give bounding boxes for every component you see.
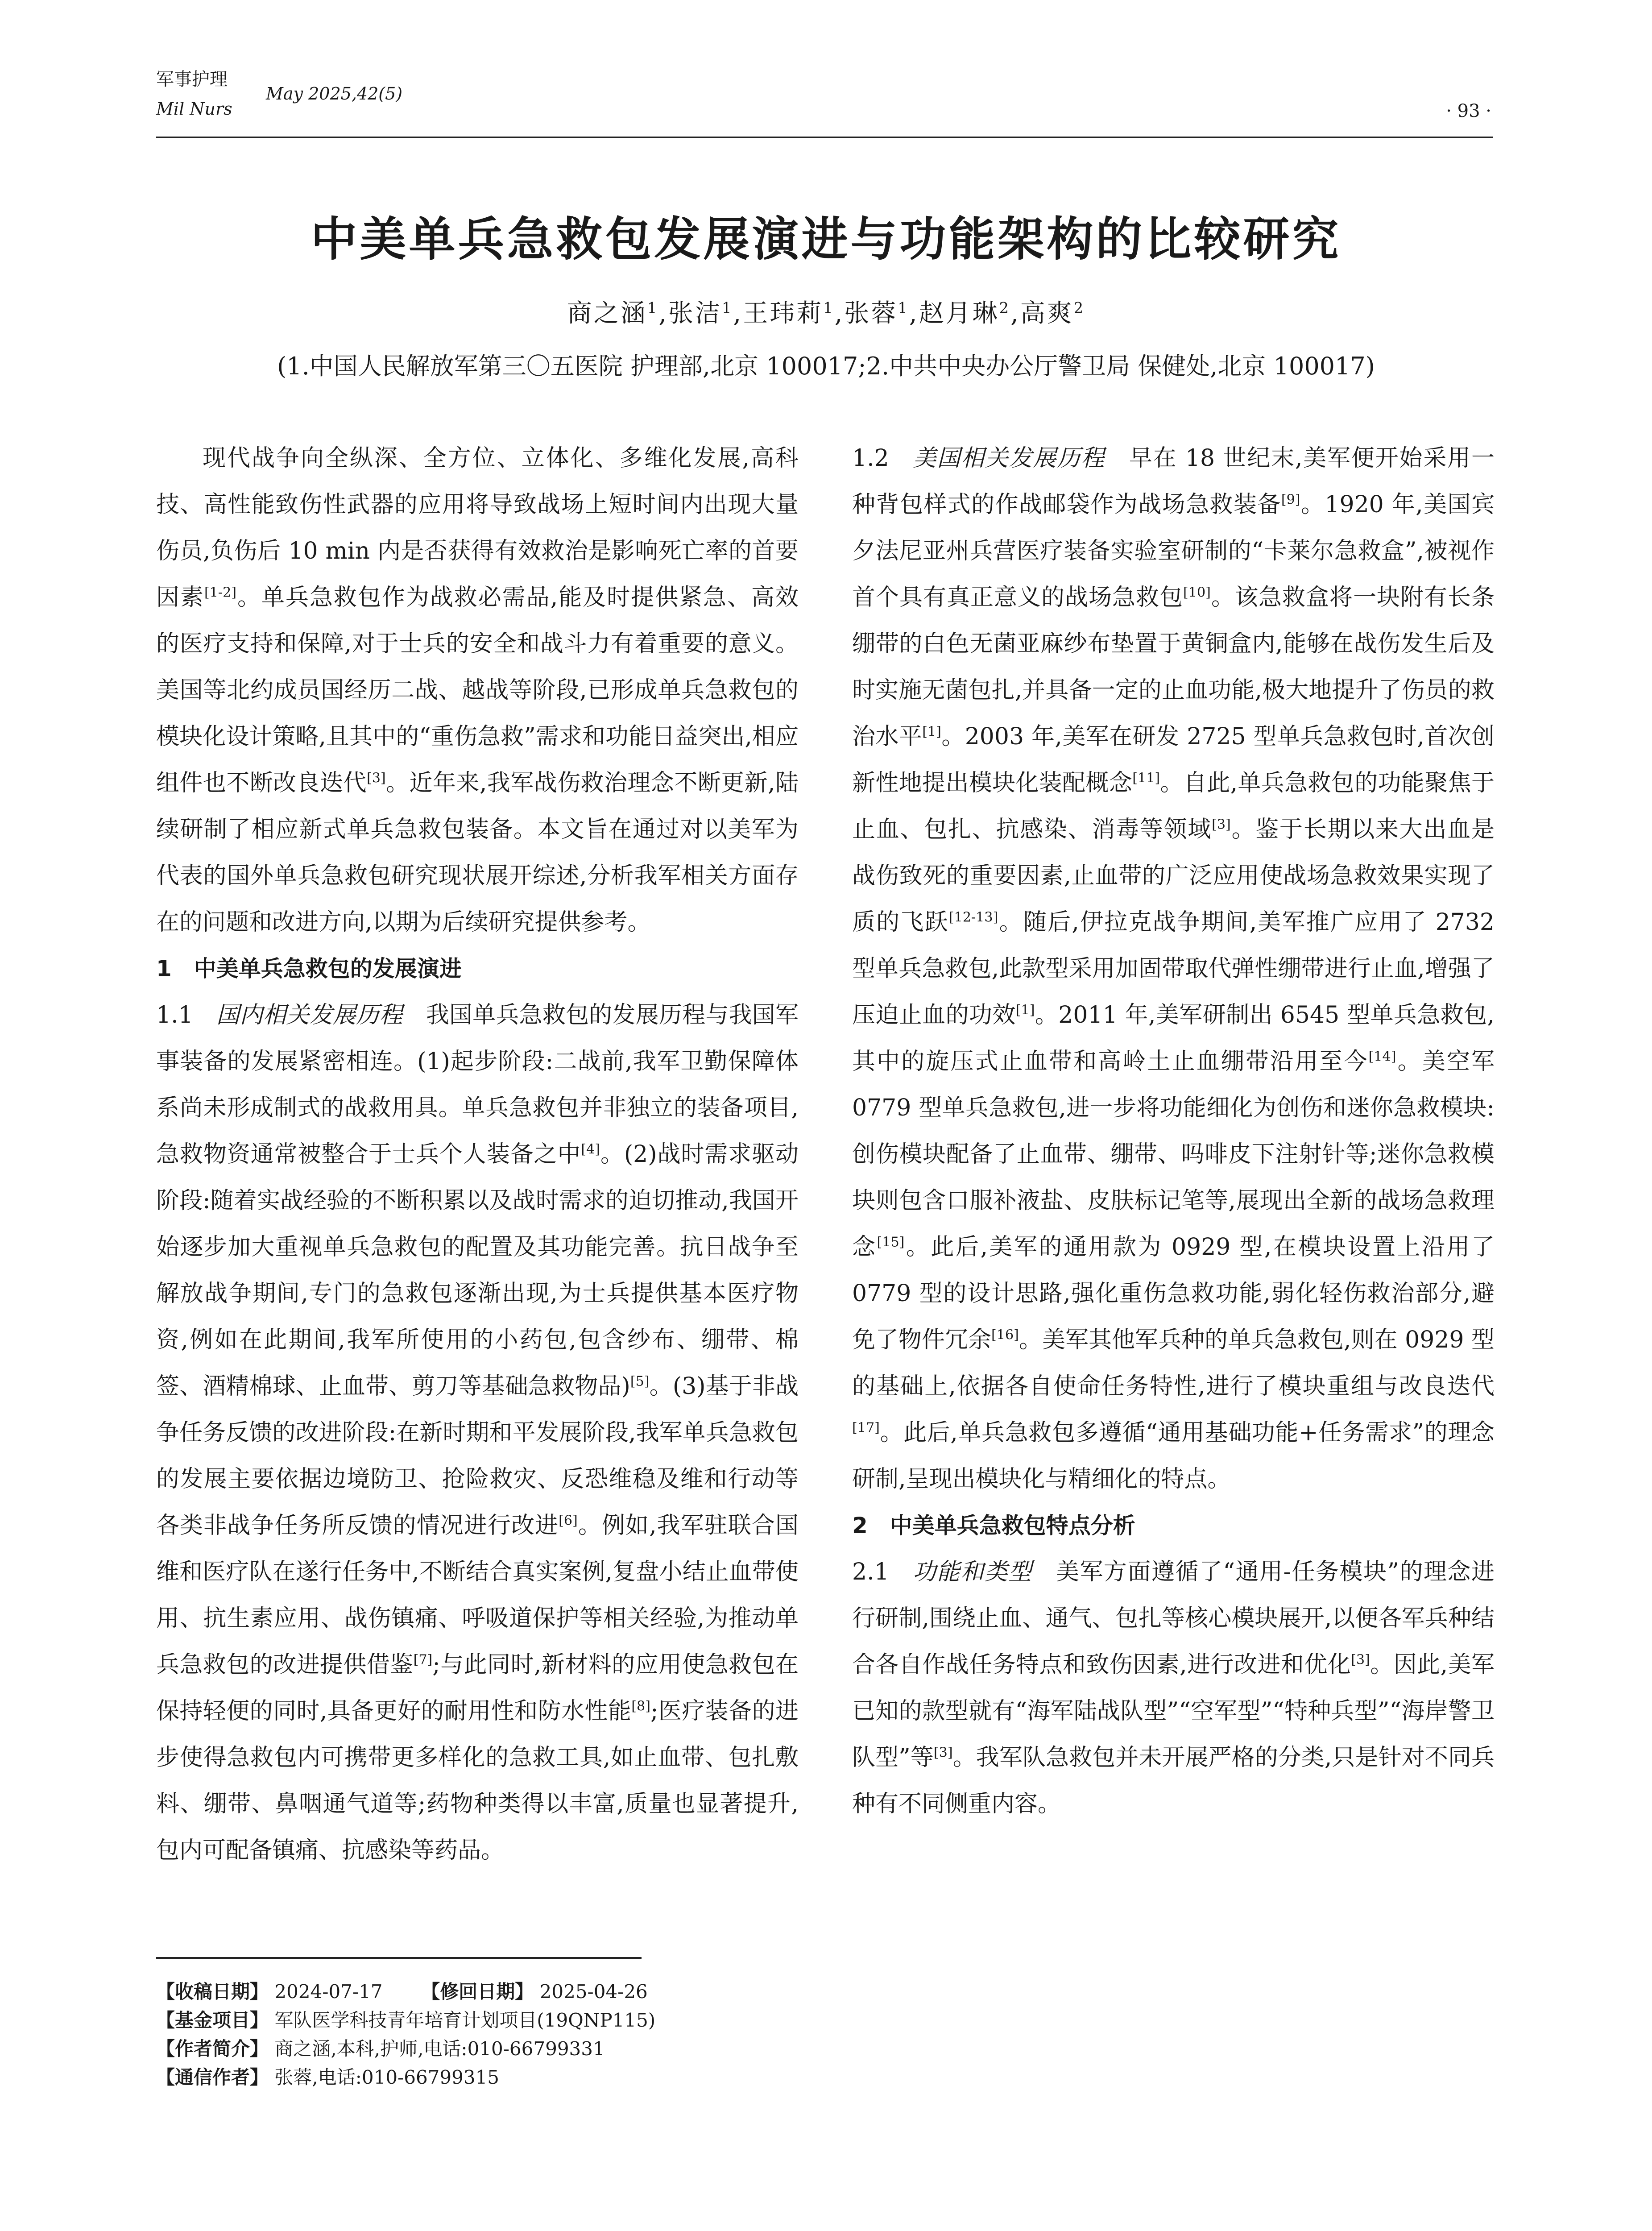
citation: [3]: [366, 770, 386, 786]
text: 现代战争向全纵深、全方位、立体化、多维化发展,高科技、高性能致伤性武器的应用将导致战场上短时间内出现大量伤员,负伤后 10 min 内是否获得有效救治是影响死亡率的首要因素: [156, 445, 799, 611]
citation: [7]: [413, 1652, 433, 1668]
citation: [10]: [1183, 585, 1211, 601]
intro-paragraph: [156, 435, 799, 945]
citation: [11]: [1132, 770, 1160, 786]
text: 。2003 年,美军在研发 2725 型单兵急救包时,首次创新性地提出模块化装配概念: [852, 723, 1495, 796]
footnote-label: 【收稿日期】: [156, 1981, 269, 2003]
text: 。该急救盒将一块附有长条绷带的白色无菌亚麻纱布垫置于黄铜盒内,能够在战伤发生后及时实施无菌包扎,并具备一定的止血功能,极大地提升了伤员的救治水平: [852, 584, 1495, 750]
author-name: 张洁: [668, 299, 722, 328]
footnote-label: 【基金项目】: [156, 2009, 269, 2031]
text: 。1920 年,美国宾夕法尼亚州兵营医疗装备实验室研制的“卡莱尔急救盒”,被视作首个具有真正意义的战场急救包: [852, 491, 1495, 611]
text: 。美军其他军兵种的单兵急救包,则在 0929 型的基础上,依据各自使命任务特性,进行了模块重组与改良迭代: [852, 1327, 1495, 1400]
text: 美军方面遵循了“通用-任务模块”的理念进行研制,围绕止血、通气、包扎等核心模块展开,以便各军兵种结合各自作战任务特点和致伤因素,进行改进和优化: [852, 1559, 1495, 1678]
footnote-author-bio: [156, 2035, 655, 2063]
text: 。自此,单兵急救包的功能聚焦于止血、包扎、抗感染、消毒等领域: [852, 770, 1495, 843]
author-aff: 2: [999, 299, 1010, 317]
citation: [12-13]: [948, 909, 998, 925]
footnote-dates: [156, 1978, 655, 2006]
citation: [3]: [1212, 817, 1231, 833]
text: 。此后,单兵急救包多遵循“通用基础功能+任务需求”的理念研制,呈现出模块化与精细化的特点。: [852, 1419, 1495, 1493]
author-aff: 1: [722, 299, 733, 317]
section-1-2-paragraph: [852, 435, 1495, 1502]
text: ;与此同时,新材料的应用使急救包在保持轻便的同时,具备更好的耐用性和防水性能: [156, 1651, 799, 1725]
footnote-fund: [156, 2006, 655, 2035]
page-number: · 93 ·: [1446, 101, 1491, 121]
author-aff: 1: [898, 299, 909, 317]
header-rule: [156, 137, 1493, 138]
text: 。我军队急救包并未开展严格的分类,只是针对不同兵种有不同侧重内容。: [852, 1744, 1495, 1817]
text: 。因此,美军已知的款型就有“海军陆战队型”“空军型”“特种兵型”“海岸警卫队型”等: [852, 1651, 1495, 1771]
section-heading-1: 1 中美单兵急救包的发展演进: [156, 956, 462, 982]
affiliations: (1.中国人民解放军第三〇五医院 护理部,北京 100017;2.中共中央办公厅警卫局 保健处,北京 100017): [277, 352, 1375, 380]
text: 早在 18 世纪末,美军便开始采用一种背包样式的作战邮袋作为战场急救装备: [852, 445, 1495, 518]
text: 。例如,我军驻联合国维和医疗队在遂行任务中,不断结合真实案例,复盘小结止血带使用、抗生素应用、战伤镇痛、呼吸道保护等相关经验,为推动单兵急救包的改进提供借鉴: [156, 1512, 799, 1678]
footnote-value: 军队医学科技青年培育计划项目(19QNP115): [274, 2009, 656, 2031]
footnote-rule: [156, 1957, 642, 1959]
footnote-corresponding: [156, 2063, 655, 2092]
author-aff: 1: [647, 299, 659, 317]
citation: [8]: [631, 1698, 650, 1714]
right-column: [852, 435, 1495, 1827]
text: 。(3)基于非战争任务反馈的改进阶段:在新时期和平发展阶段,我军单兵急救包的发展主要依据边境防卫、抢险救灾、反恐维稳及维和行动等各类非战争任务所反馈的情况进行改进: [156, 1373, 799, 1539]
citation: [1]: [1015, 1002, 1035, 1018]
section-1-1-paragraph: [156, 992, 799, 1874]
citation: [1]: [922, 724, 941, 740]
footnote-label: 【作者简介】: [156, 2038, 269, 2060]
citation: [16]: [991, 1327, 1019, 1343]
text: 。美空军 0779 型单兵急救包,进一步将功能细化为创伤和迷你急救模块:创伤模块配备了止血带、绷带、吗啡皮下注射针等;迷你急救模块则包含口服补液盐、皮肤标记笔等,展现出全新的战场急救理念: [852, 1048, 1495, 1261]
citation: [1-2]: [204, 585, 237, 601]
text: 。此后,美军的通用款为 0929 型,在模块设置上沿用了 0779 型的设计思路,强化重伤急救功能,弱化轻伤救治部分,避免了物件冗余: [852, 1234, 1495, 1353]
author-aff: 1: [823, 299, 835, 317]
citation: [3]: [1351, 1652, 1370, 1668]
author-name: 张蓉: [844, 299, 898, 328]
author-aff: 2: [1073, 299, 1085, 317]
subsection-heading: 国内相关发展历程: [216, 1002, 403, 1028]
citation: [5]: [630, 1373, 650, 1389]
citation: [17]: [852, 1420, 880, 1436]
left-column: [156, 435, 799, 1874]
author-name: 高爽: [1020, 299, 1074, 328]
citation: [4]: [581, 1141, 600, 1157]
author-name: 赵月琳: [919, 299, 999, 328]
footnotes: [156, 1978, 655, 2092]
citation: [9]: [1281, 492, 1300, 508]
journal-name-en: Mil Nurs: [156, 99, 232, 119]
footnote-label: 【修回日期】: [421, 1981, 534, 2003]
subsection-number: 1.2: [852, 445, 889, 472]
citation: [3]: [933, 1745, 953, 1761]
text: 。近年来,我军战伤救治理念不断更新,陆续研制了相应新式单兵急救包装备。本文旨在通过对以美军为代表的国外单兵急救包研究现状展开综述,分析我军相关方面存在的问题和改进方向,以期为后续研究提供参考。: [156, 770, 799, 936]
footnote-value: 2024-07-17: [274, 1981, 383, 2003]
text: 。单兵急救包作为战救必需品,能及时提供紧急、高效的医疗支持和保障,对于士兵的安全和战斗力有着重要的意义。美国等北约成员国经历二战、越战等阶段,已形成单兵急救包的模块化设计策略,且其中的“重伤急救”需求和功能日益突出,相应组件也不断改良迭代: [156, 584, 799, 796]
author-name: 商之涵: [567, 299, 647, 328]
citation: [6]: [559, 1513, 578, 1529]
subsection-heading: 美国相关发展历程: [912, 445, 1105, 472]
footnote-value: 商之涵,本科,护师,电话:010-66799331: [274, 2038, 605, 2060]
article-title: 中美单兵急救包发展演进与功能架构的比较研究: [311, 212, 1341, 266]
footnote-value: 2025-04-26: [539, 1981, 648, 2003]
citation: [15]: [877, 1234, 905, 1250]
author-name: 王玮莉: [743, 299, 824, 328]
text: 我国单兵急救包的发展历程与我国军事装备的发展紧密相连。(1)起步阶段:二战前,我军卫勤保障体系尚未形成制式的战救用具。单兵急救包并非独立的装备项目,急救物资通常被整合于士兵个人装备之中: [156, 1002, 799, 1168]
issue-info: May 2025,42(5): [266, 84, 403, 104]
footnote-label: 【通信作者】: [156, 2066, 269, 2088]
subsection-heading: 功能和类型: [912, 1559, 1032, 1585]
text: 。(2)战时需求驱动阶段:随着实战经验的不断积累以及战时需求的迫切推动,我国开始逐步加大重视单兵急救包的配置及其功能完善。抗日战争至解放战争期间,专门的急救包逐渐出现,为士兵提供基本医疗物资,例如在此期间,我军所使用的小药包,包含纱布、绷带、棉签、酒精棉球、止血带、剪刀等基础急救物品): [156, 1141, 799, 1400]
text: ;医疗装备的进步使得急救包内可携带更多样化的急救工具,如止血带、包扎敷料、绷带、鼻咽通气道等;药物种类得以丰富,质量也显著提升,包内可配备镇痛、抗感染等药品。: [156, 1698, 799, 1864]
journal-name-cn: 军事护理: [156, 69, 228, 90]
author-list: 商之涵$^1$,张洁$^1$,王玮莉$^1$,张蓉$^1$,赵月琳$^2$,高爽$^2$: [567, 299, 1085, 328]
citation: [14]: [1368, 1049, 1396, 1065]
section-heading-2: 2 中美单兵急救包特点分析: [852, 1513, 1135, 1538]
section-2-1-paragraph: [852, 1549, 1495, 1827]
text: 。随后,伊拉克战争期间,美军推广应用了 2732 型单兵急救包,此款型采用加固带取代弹性绷带进行止血,增强了压迫止血的功效: [852, 909, 1495, 1028]
subsection-number: 1.1: [156, 1002, 193, 1028]
footnote-value: 张蓉,电话:010-66799315: [274, 2066, 500, 2088]
text: 。鉴于长期以来大出血是战伤致死的重要因素,止血带的广泛应用使战场急救效果实现了质的飞跃: [852, 816, 1495, 936]
text: 。2011 年,美军研制出 6545 型单兵急救包,其中的旋压式止血带和高岭土止血绷带沿用至今: [852, 1002, 1495, 1075]
subsection-number: 2.1: [852, 1559, 889, 1585]
